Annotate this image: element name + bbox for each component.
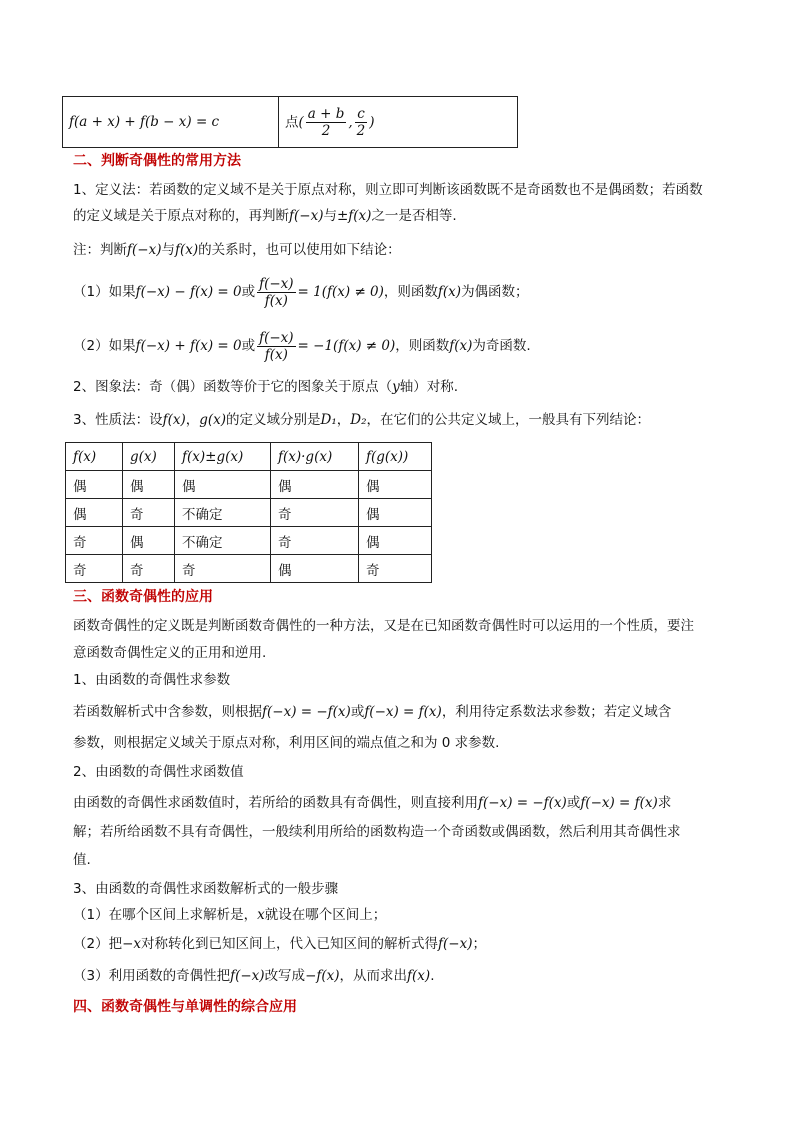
fraction: $\frac{a + b}{2}$ — [307, 105, 345, 139]
table-cell: 偶 — [123, 471, 175, 499]
formula: f(a + x) + f(b − x) = c — [69, 114, 220, 130]
fraction: $\frac{f(-x)}{f(x)}$ — [259, 329, 294, 363]
table-cell — [63, 97, 279, 148]
table-cell: 奇 — [271, 527, 359, 555]
fraction: $\frac{f(-x)}{f(x)}$ — [259, 275, 294, 309]
paragraph-line: 参数，则根据定义域关于原点对称，利用区间的端点值之和为 0 求参数. — [73, 735, 500, 751]
table-cell: 奇 — [66, 555, 123, 583]
paragraph-line: 2、图象法：奇（偶）函数等价于它的图象关于原点（y轴）对称. — [73, 379, 459, 395]
step-line: （1）在哪个区间上求解析是，x就设在哪个区间上； — [73, 907, 387, 923]
paragraph-line: 函数奇偶性的定义既是判断函数奇偶性的一种方法，又是在已知函数奇偶性时可以运用的一个性质，要注 — [73, 618, 694, 634]
table-cell: 奇 — [66, 527, 123, 555]
table-cell: 偶 — [359, 499, 432, 527]
paragraph-line: 的定义域是关于原点对称的，再判断f(−x)与±f(x)之一是否相等. — [73, 208, 457, 224]
table-header: f(x)·g(x) — [271, 443, 359, 471]
table-cell: 点( $\frac{a + b}{2}$ , $\frac{c}{2}$ ) — [279, 97, 518, 148]
table-cell: 奇 — [123, 555, 175, 583]
paragraph-line: 由函数的奇偶性求函数值时，若所给的函数具有奇偶性，则直接利用f(−x) = −f(x)或f(−x) = f(x)求 — [73, 795, 672, 811]
fraction: $\frac{c}{2}$ — [356, 105, 366, 139]
table-cell: 奇 — [175, 555, 271, 583]
table-cell: 偶 — [175, 471, 271, 499]
table-cell: 偶 — [359, 527, 432, 555]
table-header: f(x) — [66, 443, 123, 471]
table-cell: 偶 — [271, 555, 359, 583]
table-cell: 偶 — [123, 527, 175, 555]
conclusion-2: （2）如果f(−x) + f(x) = 0或 $\frac{f(-x)}{f(x)}$ = −1(f(x) ≠ 0)，则函数f(x)为奇函数. — [73, 329, 531, 363]
table-cell: 奇 — [359, 555, 432, 583]
table-cell: 奇 — [271, 499, 359, 527]
section-title: 四、函数奇偶性与单调性的综合应用 — [73, 999, 297, 1015]
step-line: （3）利用函数的奇偶性把f(−x)改写成−f(x)，从而求出f(x). — [73, 968, 435, 984]
table-row — [66, 555, 432, 583]
conclusion-1: （1）如果f(−x) − f(x) = 0或 $\frac{f(-x)}{f(x)}$ = 1(f(x) ≠ 0)，则函数f(x)为偶函数； — [73, 275, 529, 309]
note-line: 注：判断f(−x)与f(x)的关系时，也可以使用如下结论： — [73, 242, 401, 258]
section-title: 三、函数奇偶性的应用 — [73, 589, 213, 605]
paragraph-line: 若函数解析式中含参数，则根据f(−x) = −f(x)或f(−x) = f(x)，利用待定系数法求参数；若定义域含 — [73, 704, 672, 720]
table-row — [63, 97, 518, 148]
paragraph-line: 3、性质法：设f(x)，g(x)的定义域分别是D₁，D₂，在它们的公共定义域上，一般具有下列结论： — [73, 412, 651, 428]
step-line: （2）把−x对称转化到已知区间上，代入已知区间的解析式得f(−x)； — [73, 936, 486, 952]
subsection-title: 1、由函数的奇偶性求参数 — [73, 672, 231, 688]
table-cell: 不确定 — [175, 499, 271, 527]
paragraph-line: 值. — [73, 852, 91, 868]
paragraph-line: 意函数奇偶性定义的正用和逆用. — [73, 645, 267, 661]
subsection-title: 3、由函数的奇偶性求函数解析式的一般步骤 — [73, 881, 339, 897]
subsection-title: 2、由函数的奇偶性求函数值 — [73, 764, 244, 780]
paragraph-line: 解；若所给函数不具有奇偶性，一般续利用所给的函数构造一个奇函数或偶函数，然后利用其奇偶性求 — [73, 824, 681, 840]
table-cell: 不确定 — [175, 527, 271, 555]
paragraph-line: 1、定义法：若函数的定义域不是关于原点对称，则立即可判断该函数既不是奇函数也不是偶函数；若函数 — [73, 182, 703, 198]
table-row — [66, 471, 432, 499]
symmetry-table — [62, 96, 518, 148]
table-header: g(x) — [123, 443, 175, 471]
table-cell: 奇 — [123, 499, 175, 527]
table-cell: 偶 — [271, 471, 359, 499]
table-header-row — [66, 443, 432, 471]
section-title: 二、判断奇偶性的常用方法 — [73, 153, 241, 169]
table-cell: 偶 — [359, 471, 432, 499]
table-row — [66, 527, 432, 555]
parity-table — [65, 442, 432, 583]
table-header: f(x)±g(x) — [175, 443, 271, 471]
table-row — [66, 499, 432, 527]
table-header: f(g(x)) — [359, 443, 432, 471]
table-cell: 偶 — [66, 499, 123, 527]
table-cell: 偶 — [66, 471, 123, 499]
point-label: 点 — [285, 114, 299, 130]
